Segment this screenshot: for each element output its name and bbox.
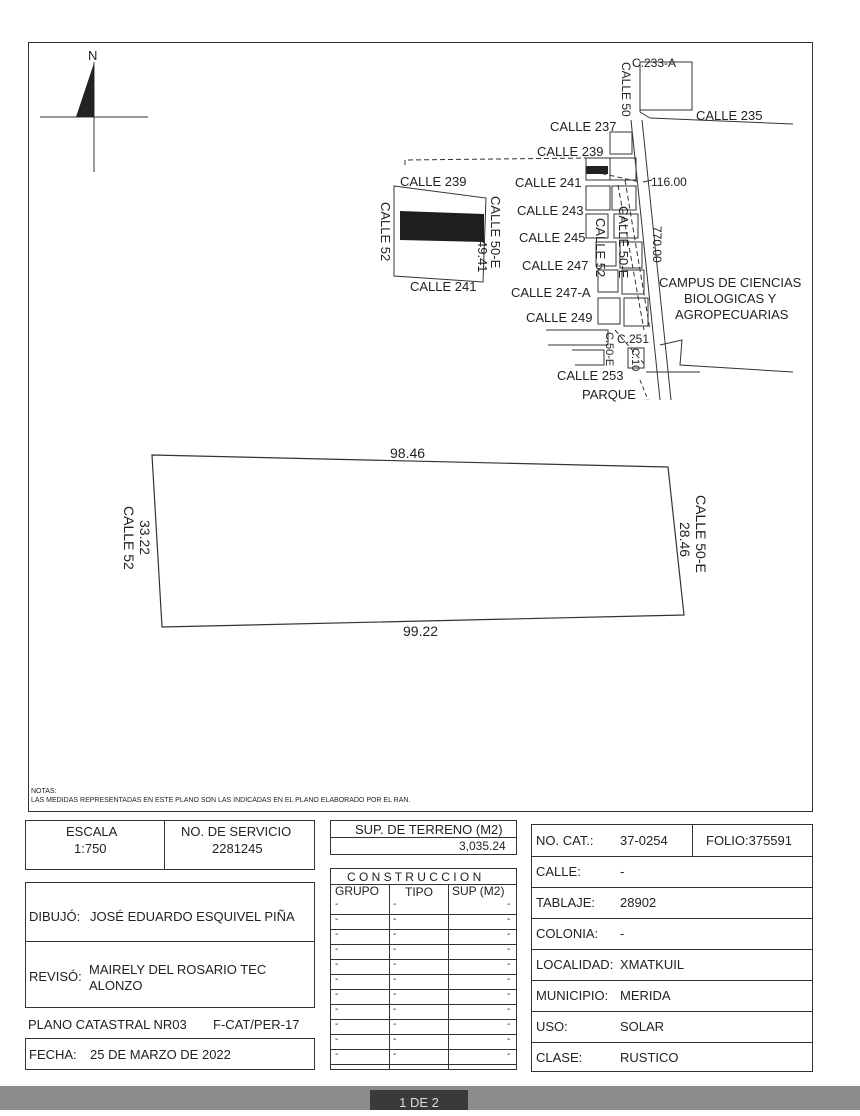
- construccion-cell-tipo: -: [393, 899, 397, 910]
- colonia-label: COLONIA:: [536, 926, 599, 941]
- municipio-label: MUNICIPIO:: [536, 988, 609, 1003]
- inset-calle241: CALLE 241: [410, 279, 477, 294]
- construccion-cell-grupo: -: [335, 914, 339, 925]
- inset-calle239: CALLE 239: [400, 174, 467, 189]
- label-calle247: CALLE 247: [522, 258, 589, 273]
- construccion-row-line: [331, 929, 516, 930]
- folio-value: FOLIO:375591: [706, 833, 792, 848]
- construccion-cell-grupo: -: [335, 1004, 339, 1015]
- reviso-line2: ALONZO: [89, 978, 143, 993]
- lot-right-street: CALLE 50-E: [693, 495, 709, 573]
- lot-right-measure: 28.46: [677, 522, 693, 558]
- label-calle245: CALLE 245: [519, 230, 586, 245]
- construccion-cell-sup: -: [507, 1049, 511, 1060]
- label-parque: PARQUE: [582, 387, 636, 402]
- construccion-cell-tipo: -: [393, 1049, 397, 1060]
- calle-label: CALLE:: [536, 864, 581, 879]
- dibujo-label: DIBUJÓ:: [29, 909, 81, 924]
- fecha-label: FECHA:: [29, 1047, 77, 1062]
- construccion-cell-grupo: -: [335, 899, 339, 910]
- localidad-value: XMATKUIL: [620, 957, 685, 972]
- label-calle50e-vert: CALLE 50-E: [616, 206, 631, 279]
- construccion-cell-grupo: -: [335, 1034, 339, 1045]
- formato-label: F-CAT/PER-17: [213, 1017, 300, 1032]
- construccion-cell-sup: -: [507, 1019, 511, 1030]
- page-indicator: 1 DE 2: [370, 1090, 468, 1110]
- construccion-cell-sup: -: [507, 974, 511, 985]
- escala-servicio-box: [25, 820, 315, 870]
- reviso-line1: MAIRELY DEL ROSARIO TEC: [89, 962, 267, 977]
- construccion-cell-sup: -: [507, 929, 511, 940]
- north-arrow-icon: [76, 63, 94, 117]
- campus-line1: CAMPUS DE CIENCIAS: [659, 275, 802, 290]
- label-calle241: CALLE 241: [515, 175, 582, 190]
- label-calle235: CALLE 235: [696, 108, 763, 123]
- campus-line2: BIOLOGICAS Y: [684, 291, 777, 306]
- construccion-cell-grupo: -: [335, 944, 339, 955]
- uso-label: USO:: [536, 1019, 568, 1034]
- construccion-cell-sup: -: [507, 1004, 511, 1015]
- calle-value: -: [620, 864, 625, 879]
- fecha-box: [25, 1038, 315, 1070]
- label-calle239: CALLE 239: [537, 144, 604, 159]
- construccion-cell-tipo: -: [393, 1004, 397, 1015]
- inset-block: [394, 186, 486, 282]
- notes: [31, 787, 410, 805]
- construccion-cell-grupo: -: [335, 1049, 339, 1060]
- col-tipo: TIPO: [405, 885, 434, 899]
- construccion-row-line: [331, 944, 516, 945]
- construccion-cell-grupo: -: [335, 974, 339, 985]
- location-marker: [586, 166, 608, 174]
- colonia-value: -: [620, 926, 625, 941]
- inset-calle50e: CALLE 50-E: [488, 196, 503, 269]
- clase-label: CLASE:: [536, 1050, 583, 1065]
- tablaje-label: TABLAJE:: [536, 895, 596, 910]
- col-sup: SUP (M2): [452, 884, 505, 898]
- construccion-cell-sup: -: [507, 944, 511, 955]
- construccion-row-line: [331, 914, 516, 915]
- reviso-label: REVISÓ:: [29, 969, 82, 984]
- label-c233a: C.233-A: [632, 56, 677, 70]
- inset-calle52: CALLE 52: [378, 202, 393, 262]
- lot-left-street: CALLE 52: [121, 506, 137, 570]
- construccion-cell-grupo: -: [335, 959, 339, 970]
- superficie-value: 3,035.24: [459, 839, 506, 853]
- col-grupo: GRUPO: [335, 884, 380, 898]
- lot-top-measure: 98.46: [390, 445, 426, 461]
- label-calle52-vert: CALLE 52: [593, 218, 608, 278]
- construccion-cell-tipo: -: [393, 959, 397, 970]
- label-calle249: CALLE 249: [526, 310, 593, 325]
- north-label: N: [88, 48, 98, 63]
- dibujo-value: JOSÉ EDUARDO ESQUIVEL PIÑA: [90, 909, 295, 924]
- construccion-cell-sup: -: [507, 989, 511, 1000]
- superficie-label: SUP. DE TERRENO (M2): [355, 822, 503, 837]
- plano-label: PLANO CATASTRAL NR03: [28, 1017, 187, 1032]
- measure-116: 116.00: [651, 175, 687, 189]
- campus-line3: AGROPECUARIAS: [675, 307, 789, 322]
- construccion-cell-tipo: -: [393, 914, 397, 925]
- construccion-row-line: [331, 1049, 516, 1050]
- inset-measure-4941: 49.41: [475, 240, 490, 273]
- construccion-cell-tipo: -: [393, 974, 397, 985]
- label-calle253: CALLE 253: [557, 368, 624, 383]
- notes-text: LAS MEDIDAS REPRESENTADAS EN ESTE PLANO SON LAS INDICADAS EN EL PLANO ELABORADO POR EL RAN.: [31, 797, 411, 804]
- lot-polygon: [152, 455, 684, 627]
- municipio-value: MERIDA: [620, 988, 671, 1003]
- construccion-cell-grupo: -: [335, 929, 339, 940]
- clase-value: RUSTICO: [620, 1050, 679, 1065]
- label-c50e: C.50-E: [603, 332, 615, 367]
- construccion-row-line: [331, 1004, 516, 1005]
- localidad-label: LOCALIDAD:: [536, 957, 614, 972]
- construccion-cell-sup: -: [507, 899, 511, 910]
- construccion-table: [330, 868, 517, 1070]
- superficie-box: [330, 820, 517, 855]
- escala-label: ESCALA: [66, 824, 118, 839]
- uso-value: SOLAR: [620, 1019, 665, 1034]
- construccion-row-line: [331, 989, 516, 990]
- construccion-row-line: [331, 959, 516, 960]
- north-arrow: [40, 48, 148, 172]
- lot-bottom-measure: 99.22: [403, 623, 439, 639]
- construccion-cell-grupo: -: [335, 1019, 339, 1030]
- servicio-label: NO. DE SERVICIO: [181, 824, 292, 839]
- construccion-row-line: [331, 1064, 516, 1065]
- nocat-value: 37-0254: [620, 833, 668, 848]
- servicio-value: 2281245: [212, 841, 263, 856]
- construccion-row-line: [331, 1034, 516, 1035]
- construccion-cell-tipo: -: [393, 1034, 397, 1045]
- construccion-cell-tipo: -: [393, 1019, 397, 1030]
- label-calle247a: CALLE 247-A: [511, 285, 591, 300]
- nocat-label: NO. CAT.:: [536, 833, 594, 848]
- construccion-cell-tipo: -: [393, 989, 397, 1000]
- lot-left-measure: 33.22: [137, 520, 153, 556]
- tablaje-value: 28902: [620, 895, 657, 910]
- notes-title: NOTAS:: [31, 788, 57, 795]
- label-calle50: CALLE 50: [619, 62, 633, 117]
- construccion-row-line: [331, 1019, 516, 1020]
- escala-value: 1:750: [74, 841, 107, 856]
- construccion-cell-sup: -: [507, 914, 511, 925]
- construccion-title: C O N S T R U C C I O N: [347, 870, 482, 884]
- construccion-cell-grupo: -: [335, 989, 339, 1000]
- label-calle243: CALLE 243: [517, 203, 584, 218]
- measure-770: 770.00: [650, 226, 664, 263]
- construccion-cell-tipo: -: [393, 944, 397, 955]
- datos-catastrales-table: [531, 824, 813, 1072]
- fecha-value: 25 DE MARZO DE 2022: [90, 1047, 231, 1062]
- firmas-box: [25, 882, 315, 1008]
- construccion-cell-tipo: -: [393, 929, 397, 940]
- construccion-row-line: [331, 974, 516, 975]
- construccion-cell-sup: -: [507, 1034, 511, 1045]
- label-c10: C.10: [629, 348, 641, 372]
- label-c251: C.251: [617, 332, 650, 346]
- construccion-cell-sup: -: [507, 959, 511, 970]
- label-calle237: CALLE 237: [550, 119, 617, 134]
